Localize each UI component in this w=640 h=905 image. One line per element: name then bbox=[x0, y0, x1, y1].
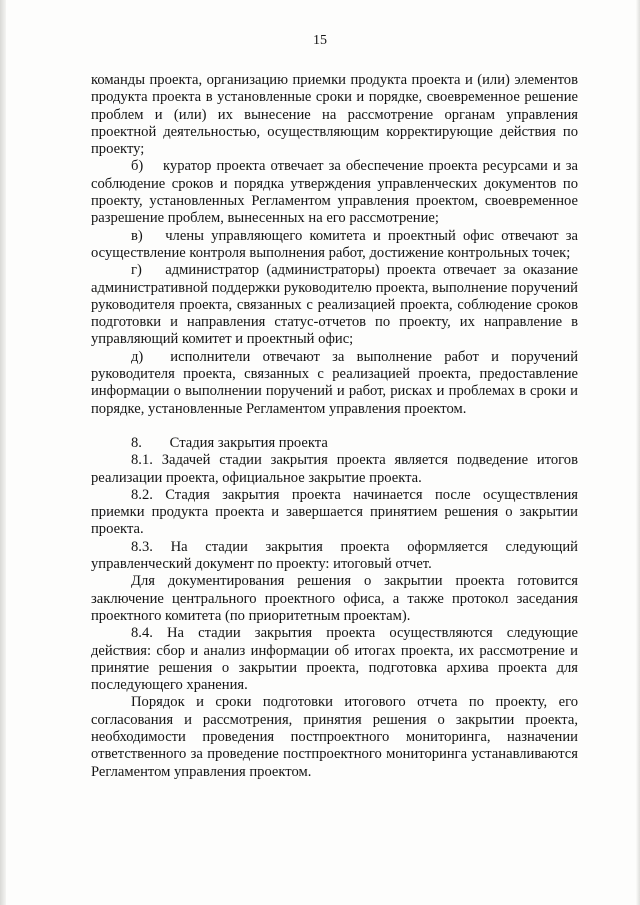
list-item-text: администратор (администраторы) проекта отвечает за оказание административной поддержки руководителю проекта, выполнение поручений руководителя проекта, связанных с реализацией проекта, соблюдение сроков подготовки и направления статус-отчетов по проекту, их направление в управляющий комитет и проектный офис; bbox=[91, 262, 579, 348]
paragraph-text: команды проекта, организацию приемки продукта проекта и (или) элементов продукта проекта в установленные сроки и порядке, своевременное решение проблем и (или) их вынесение на рассмотрение органам управления проектной деятельностью, осуществляющим корректирующие действия по проекту; bbox=[91, 72, 578, 158]
paragraph-text: Порядок и сроки подготовки итогового отчета по проекту, его согласования и рассмотрения, принятия решения о закрытии проекта, необходимости проведения постпроектного мониторинга, назначении ответственного за проведение постпроектного мониторинга устанавливаются Регламентом управления проектом. bbox=[91, 694, 578, 780]
document-body bbox=[91, 72, 578, 781]
clause-text: На стадии закрытия проекта осуществляются следующие действия: сбор и анализ информации об итогах проекта, их рассмотрение и принятие решения о закрытии проекта, подготовка архива проекта для последующего хранения. bbox=[91, 625, 578, 694]
list-item-text: исполнители отвечают за выполнение работ и поручений руководителя проекта, связанных с реализацией проекта, предоставление информации о выполнении поручений и работ, рисках и проблемах в сроки и порядке, установленные Регламентом управления проектом. bbox=[91, 348, 579, 417]
clause-number: 8.1. bbox=[131, 452, 153, 469]
paragraph-continuation bbox=[91, 72, 578, 158]
section-heading bbox=[91, 435, 578, 452]
clause-number: 8.3. bbox=[131, 538, 153, 555]
paragraph-documentation bbox=[91, 573, 578, 625]
list-item-text: члены управляющего комитета и проектный офис отвечают за осуществление контроля выполнения работ, достижение контрольных точек; bbox=[91, 227, 578, 261]
section-title: Стадия закрытия проекта bbox=[169, 434, 328, 451]
clause-8-3 bbox=[91, 539, 578, 574]
clause-8-4 bbox=[91, 625, 578, 694]
clause-text: На стадии закрытия проекта оформляется следующий управленческий документ по проекту: итоговый отчет. bbox=[91, 538, 578, 573]
list-item-text: куратор проекта отвечает за обеспечение проекта ресурсами и за соблюдение сроков и порядка утверждения управленческих документов по проекту, установленных Регламентом управления проектом, своевременное разрешение проблем, вынесенных на его рассмотрение; bbox=[91, 158, 578, 227]
list-marker: г) bbox=[131, 262, 142, 279]
paragraph-final-report bbox=[91, 694, 578, 780]
section-number: 8. bbox=[131, 434, 142, 451]
clause-8-1 bbox=[91, 452, 578, 487]
clause-number: 8.2. bbox=[131, 486, 153, 503]
paragraph-text: Для документирования решения о закрытии проекта готовится заключение центрального проектного офиса, а также протокол заседания проектного комитета (по приоритетным проектам). bbox=[91, 573, 578, 624]
clause-number: 8.4. bbox=[131, 625, 153, 642]
list-marker: д) bbox=[131, 348, 144, 365]
list-item-g bbox=[91, 262, 578, 348]
list-item-b bbox=[91, 158, 578, 227]
clause-text: Задачей стадии закрытия проекта является подведение итогов реализации проекта, официальное закрытие проекта. bbox=[91, 452, 578, 486]
scan-edge-right bbox=[636, 0, 640, 905]
clause-8-2 bbox=[91, 487, 578, 539]
list-marker: в) bbox=[131, 227, 143, 244]
list-item-v bbox=[91, 228, 578, 263]
list-marker: б) bbox=[131, 158, 144, 175]
page-number: 15 bbox=[313, 33, 327, 48]
list-item-d bbox=[91, 349, 578, 418]
scan-edge-left bbox=[0, 0, 6, 905]
section-gap bbox=[91, 418, 578, 435]
clause-text: Стадия закрытия проекта начинается после осуществления приемки продукта проекта и завершается принятием решения о закрытии проекта. bbox=[91, 486, 578, 538]
